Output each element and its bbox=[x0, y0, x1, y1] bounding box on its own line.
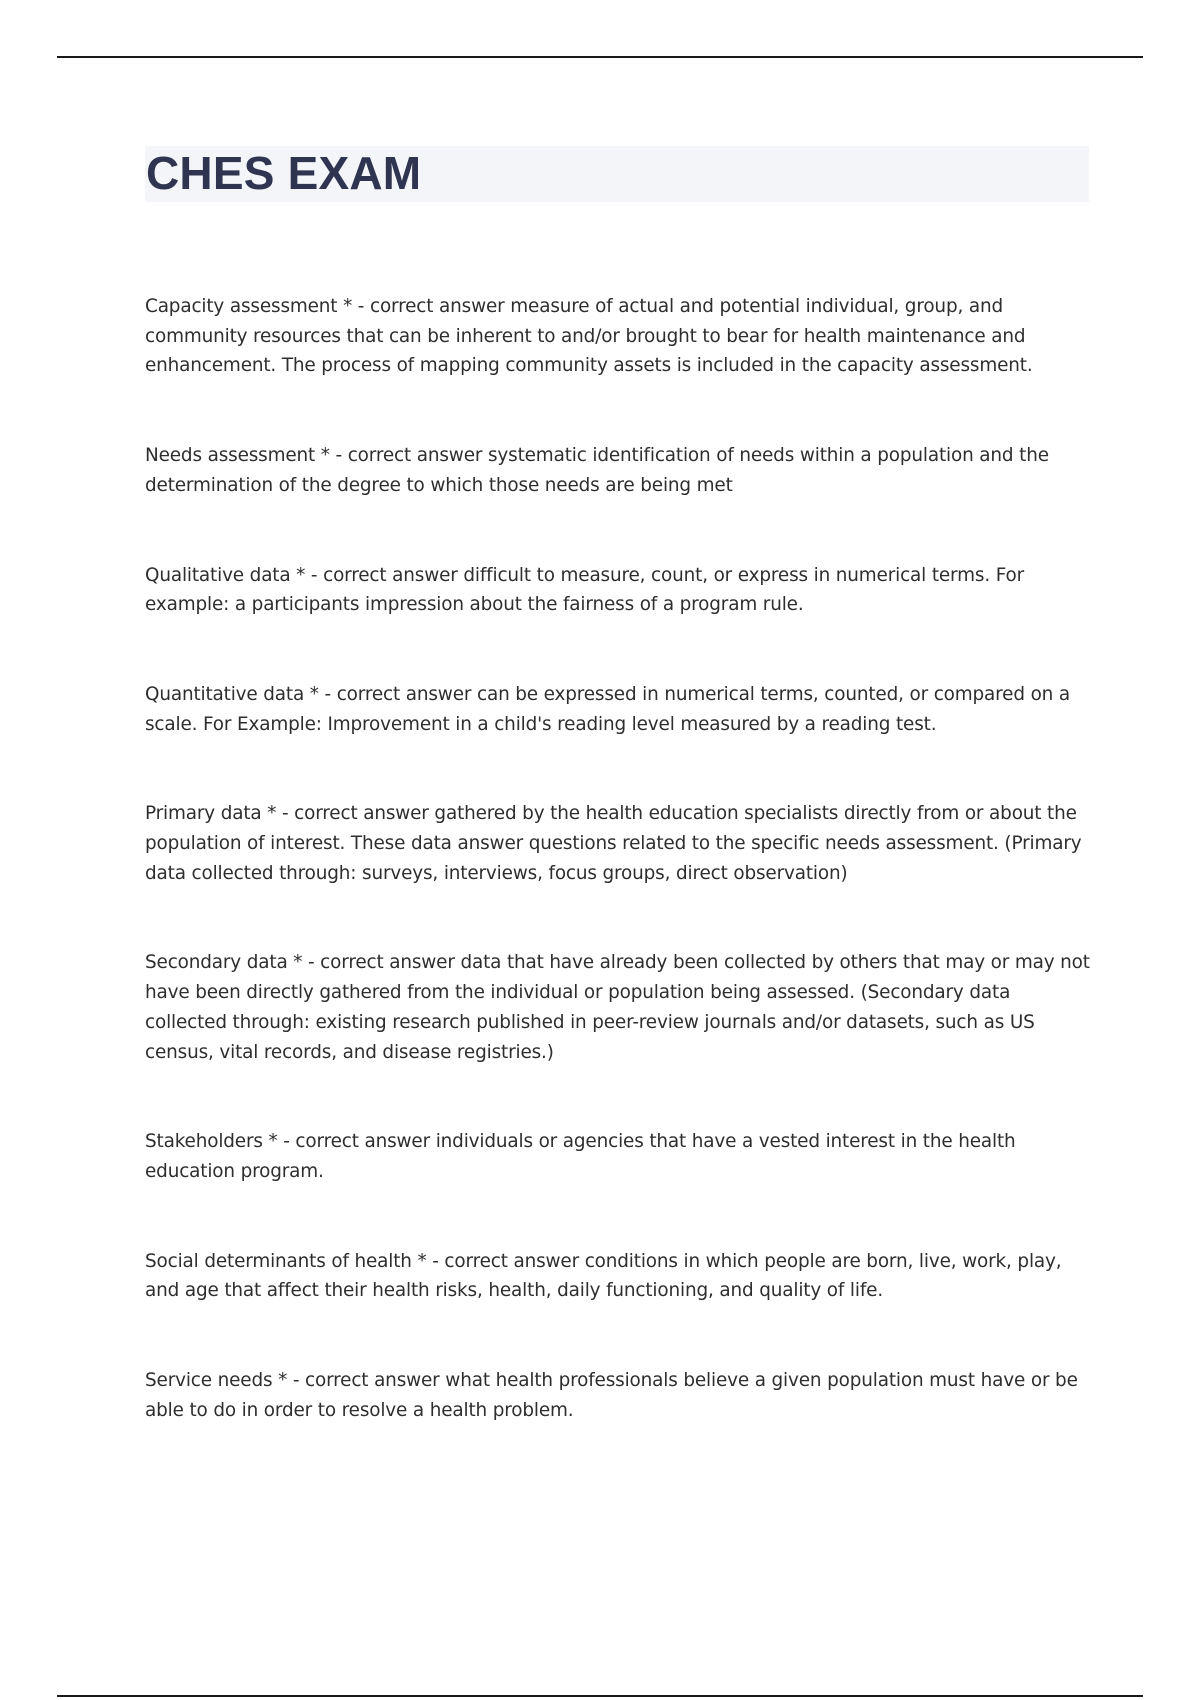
entry-definition: systematic identification of needs within a population and the determination of the degree to which those needs are being met bbox=[145, 445, 1049, 496]
entry-term: Stakeholders * - correct answer bbox=[145, 1131, 430, 1153]
entry-term: Capacity assessment * - correct answer bbox=[145, 296, 505, 317]
bottom-rule bbox=[57, 1695, 1143, 1697]
entry-primary-data bbox=[145, 799, 1095, 888]
entry-capacity-assessment bbox=[145, 292, 1095, 381]
entry-stakeholders bbox=[145, 1127, 1095, 1186]
entry-term: Needs assessment * - correct answer bbox=[145, 445, 483, 467]
entry-term: Quantitative data * - correct answer bbox=[145, 683, 472, 705]
document-title: CHES EXAM bbox=[146, 147, 422, 199]
entry-term: Primary data * - correct answer bbox=[145, 803, 429, 825]
entry-quantitative-data bbox=[145, 680, 1095, 739]
entry-term: Qualitative data * - correct answer bbox=[145, 564, 458, 586]
entry-secondary-data bbox=[145, 948, 1095, 1067]
entry-term: Service needs * - correct answer bbox=[145, 1370, 440, 1392]
entry-service-needs bbox=[145, 1366, 1095, 1425]
top-rule bbox=[57, 56, 1143, 58]
entry-definition: can be expressed in numerical terms, counted, or compared on a scale. For Example: Improvement in a child's reading level measured by a reading test. bbox=[145, 683, 1070, 735]
entry-definition: difficult to measure, count, or express in numerical terms. For example: a participants impression about the fairness of a program rule. bbox=[145, 564, 1025, 616]
entry-term: Social determinants of health * - correct answer bbox=[145, 1250, 579, 1272]
entry-definition: data that have already been collected by others that may or may not have been directly gathered from the individual or population being assessed. (Secondary data collected through: existing research published in peer-review journals and/or datasets, such as US census, vital records, and disease registries.) bbox=[145, 952, 1090, 1063]
entry-definition: gathered by the health education specialists directly from or about the population of interest. These data answer questions related to the specific needs assessment. (Primary data collected through: surveys, interviews, focus groups, direct observation) bbox=[145, 803, 1082, 884]
entry-needs-assessment bbox=[145, 441, 1095, 500]
entry-definition: individuals or agencies that have a vested interest in the health education program. bbox=[145, 1131, 1016, 1182]
entry-definition: measure of actual and potential individual, group, and community resources that can be inherent to and/or brought to bear for health maintenance and enhancement. The process of mapping community assets is included in the capacity assessment. bbox=[145, 296, 1033, 377]
entry-term: Secondary data * - correct answer bbox=[145, 952, 455, 974]
entry-list bbox=[145, 292, 1095, 1485]
entry-qualitative-data bbox=[145, 561, 1095, 620]
entry-social-determinants-of-health bbox=[145, 1247, 1095, 1306]
entry-definition: conditions in which people are born, live, work, play, and age that affect their health risks, health, daily functioning, and quality of life. bbox=[145, 1250, 1062, 1302]
entry-definition: what health professionals believe a given population must have or be able to do in order to resolve a health problem. bbox=[145, 1370, 1078, 1421]
